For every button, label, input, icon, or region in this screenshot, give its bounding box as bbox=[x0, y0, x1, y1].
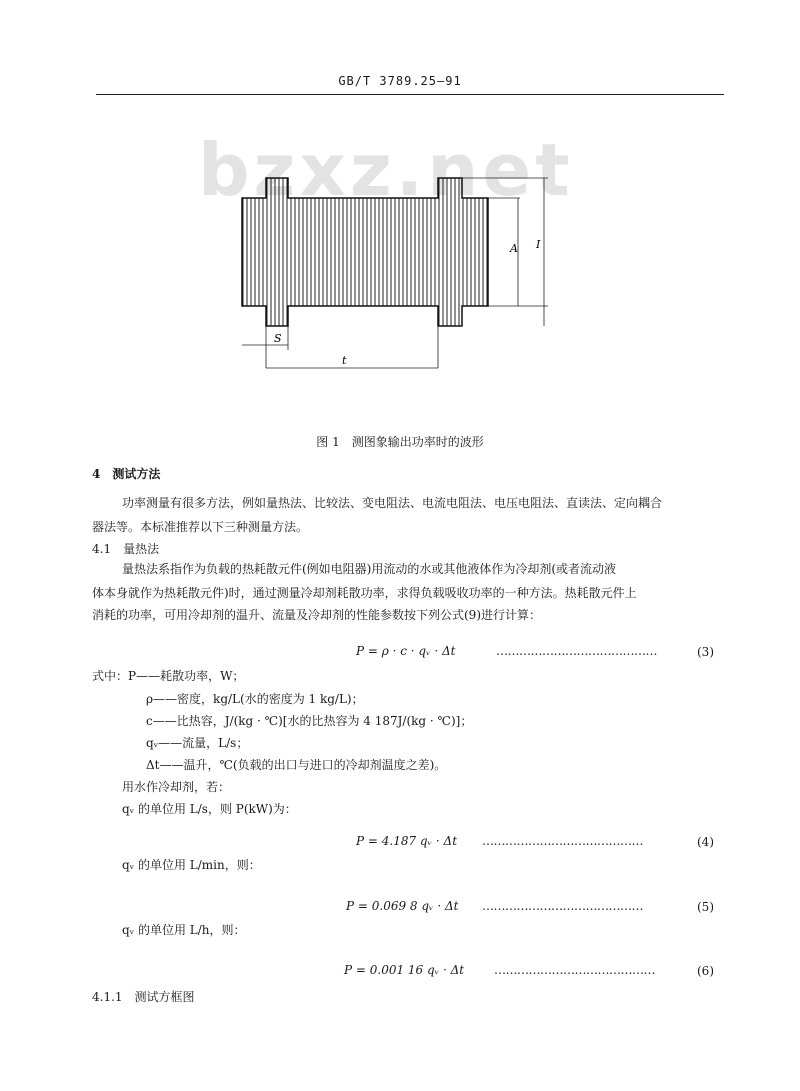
equation-6-formula: P = 0.001 16 qᵥ · Δt bbox=[344, 963, 465, 977]
equation-6-leader: …………………………………… bbox=[494, 963, 655, 977]
where-intro: 式中： bbox=[92, 669, 129, 683]
water-case-ls: qᵥ 的单位用 L/s，则 P(kW)为： bbox=[122, 802, 297, 816]
waveform-shape bbox=[242, 178, 488, 326]
paragraph2-line2: 体本身就作为热耗散元件)时，通过测量冷却剂耗散功率，求得负载吸收功率的一种方法。热耗散元件上 bbox=[92, 586, 637, 600]
label-s: S bbox=[274, 332, 282, 345]
equation-4-number: (4) bbox=[697, 835, 714, 849]
where-item-dt: Δt——温升，℃(负载的出口与进口的冷却剂温度之差)。 bbox=[146, 758, 447, 772]
waveform-figure bbox=[230, 160, 560, 380]
figure-caption: 图 1 测图象输出功率时的波形 bbox=[316, 435, 484, 449]
paragraph2-line3: 消耗的功率，可用冷却剂的温升、流量及冷却剂的性能参数按下列公式(9)进行计算： bbox=[92, 608, 542, 622]
subsection-title: 4.1 量热法 bbox=[92, 542, 160, 556]
where-item-rho: ρ——密度，kg/L(水的密度为 1 kg/L)； bbox=[146, 692, 364, 706]
equation-5-number: (5) bbox=[697, 900, 714, 914]
where-item-qv: qᵥ——流量，L/s； bbox=[146, 736, 249, 750]
equation-4-leader: …………………………………… bbox=[482, 834, 643, 848]
watermark: bzxz.net bbox=[198, 128, 574, 212]
header-rule bbox=[96, 94, 724, 95]
water-case-lh: qᵥ 的单位用 L/h，则： bbox=[122, 923, 246, 937]
where-item-c: c——比热容，J/(kg · ℃)[水的比热容为 4 187J/(kg · ℃)]； bbox=[146, 714, 473, 728]
label-a: A bbox=[510, 242, 518, 255]
equation-3-leader: …………………………………… bbox=[496, 644, 657, 658]
equation-3-number: (3) bbox=[697, 645, 714, 659]
equation-5-leader: …………………………………… bbox=[482, 899, 643, 913]
document-header-code: GB/T 3789.25—91 bbox=[338, 74, 462, 88]
paragraph1-line2: 器法等。本标准推荐以下三种测量方法。 bbox=[92, 520, 309, 534]
equation-3-formula: P = ρ · c · qᵥ · Δt bbox=[356, 644, 456, 658]
paragraph1-line1: 功率测量有很多方法，例如量热法、比较法、变电阻法、电流电阻法、电压电阻法、直读法、定向耦合 bbox=[122, 496, 663, 510]
label-t: t bbox=[342, 354, 347, 367]
equation-5-formula: P = 0.069 8 qᵥ · Δt bbox=[346, 899, 459, 913]
equation-4-formula: P = 4.187 qᵥ · Δt bbox=[356, 834, 458, 848]
subsubsection-title: 4.1.1 测试方框图 bbox=[92, 990, 195, 1004]
where-item-p: P——耗散功率，W； bbox=[128, 669, 245, 683]
section-title: 4 测试方法 bbox=[92, 467, 161, 481]
equation-6-number: (6) bbox=[697, 964, 714, 978]
paragraph2-line1: 量热法系指作为负载的热耗散元件(例如电阻器)用流动的水或其他液体作为冷却剂(或者流动液 bbox=[122, 562, 617, 576]
label-i: I bbox=[536, 238, 541, 251]
water-case-lmin: qᵥ 的单位用 L/min，则： bbox=[122, 858, 261, 872]
water-intro: 用水作冷却剂，若： bbox=[122, 780, 231, 794]
